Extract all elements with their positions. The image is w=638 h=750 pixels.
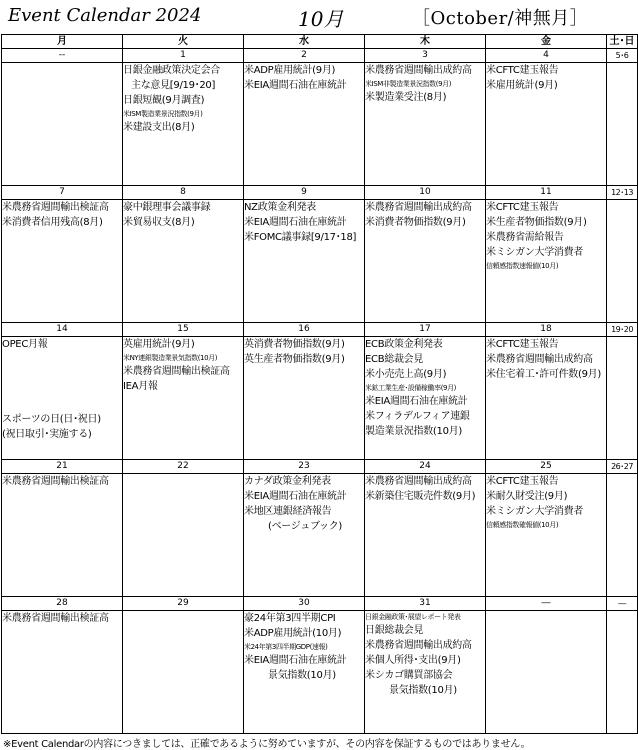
event-item: ECB政策金利発表 [365,339,443,350]
day-cell [2,337,123,460]
event-item: 米24年第3四半期GDP(速報) [244,643,328,651]
dow-tue: 火 [123,35,244,49]
date-number: 8 [123,186,244,200]
event-item: 米ミシガン大学消費者 [486,247,583,258]
day-cell [2,63,123,186]
event-item: 製造業景況指数(10月) [365,426,462,437]
event-item: カナダ政策金利発表 [244,476,331,487]
date-number: 10 [365,186,486,200]
event-item: 米小売売上高(9月) [365,369,447,380]
day-cell [123,474,244,597]
date-number: 9 [244,186,365,200]
event-item: (ベージュブック) [268,521,343,532]
date-number: 28 [2,597,123,611]
week-events-row [2,611,638,734]
event-item: IEA月報 [123,381,158,392]
event-item: 米農務省週間輸出成約高 [365,65,472,76]
date-number: 14 [2,323,123,337]
week-date-row [2,597,638,611]
day-cell [365,200,486,323]
event-item: 英生産者物価指数(9月) [244,354,345,365]
event-item: 景気指数(10月) [268,670,336,681]
dow-weekend: 土･日 [607,35,638,49]
day-cell [486,474,607,597]
event-item: 日銀金融政策･展望レポート発表 [365,613,461,621]
date-number: 15 [123,323,244,337]
day-cell [365,611,486,734]
event-item: 米地区連銀経済報告 [244,506,332,517]
dow-mon: 月 [2,35,123,49]
event-item: スポーツの日(日･祝日) [2,414,101,425]
date-number: -- [2,49,123,63]
week-date-row [2,460,638,474]
date-number: 29 [123,597,244,611]
event-item: 米農務省週間輸出成約高 [365,476,472,487]
day-cell [244,337,365,460]
event-item: 日銀金融政策決定会合 [123,65,220,76]
event-item: 米CFTC建玉報告 [486,65,559,76]
day-cell [244,200,365,323]
day-cell [123,337,244,460]
day-of-week-row [2,35,638,49]
event-item: 米シカゴ購買部協会 [365,670,453,681]
week-date-row [2,186,638,200]
event-item: NZ政策金利発表 [244,202,316,213]
event-item: 米EIA週間石油在庫統計 [244,491,347,502]
day-cell [365,337,486,460]
event-item: 米CFTC建玉報告 [486,202,559,213]
disclaimer-footer: ※Event Calendarの内容につきましては、正確であるように努めていますが、その内容を保証するものではありません。 [3,739,531,750]
event-item: 米ISM非製造業景況指数(9月) [365,80,452,88]
day-cell [486,337,607,460]
event-item: 米FOMC議事録[9/17･18] [244,232,357,243]
week-events-row [2,200,638,323]
day-cell [607,474,638,597]
day-cell [123,611,244,734]
date-number: ― [607,597,638,611]
calendar-title: Event Calendar 2024 [8,5,202,26]
event-item: 米消費者信用残高(8月) [2,217,103,228]
date-number: 4 [486,49,607,63]
event-item: 米個人所得･支出(9月) [365,655,461,666]
day-cell [123,63,244,186]
event-item: 豪24年第3四半期CPI [244,613,336,624]
event-item: 米農務省週間輸出検証高 [123,366,230,377]
date-number: 25 [486,460,607,474]
dow-wed: 水 [244,35,365,49]
day-cell [365,63,486,186]
date-number: 24 [365,460,486,474]
event-item: 米農務省需給報告 [486,232,564,243]
day-cell [244,63,365,186]
day-cell [244,474,365,597]
date-number: 21 [2,460,123,474]
date-number: 16 [244,323,365,337]
dow-fri: 金 [486,35,607,49]
event-item: 米フィラデルフィア連銀 [365,411,470,422]
week-date-row [2,49,638,63]
spacer [2,352,122,412]
date-number: 30 [244,597,365,611]
event-item: 米農務省週間輸出検証高 [2,613,109,624]
day-cell [607,200,638,323]
date-number: 1 [123,49,244,63]
day-cell [607,611,638,734]
event-item: 米CFTC建玉報告 [486,476,559,487]
calendar-table [1,34,638,734]
event-item: 米EIA週間石油在庫統計 [365,396,468,407]
date-number: ― [486,597,607,611]
calendar-header [0,0,638,34]
week-events-row [2,474,638,597]
date-number: 23 [244,460,365,474]
event-item: 米ADP雇用統計(9月) [244,65,336,76]
day-cell [486,611,607,734]
day-cell [486,63,607,186]
date-number: 5･6 [607,49,638,63]
event-item: 米耐久財受注(9月) [486,491,568,502]
day-cell [607,337,638,460]
event-item: 英消費者物価指数(9月) [244,339,345,350]
event-item: 米建設支出(8月) [123,122,195,133]
date-number: 26･27 [607,460,638,474]
event-item: 米NY連銀製造業景気指数(10月) [123,354,218,362]
date-number: 12･13 [607,186,638,200]
date-number: 18 [486,323,607,337]
day-cell [2,200,123,323]
day-cell [365,474,486,597]
event-item: 米農務省週間輸出成約高 [486,354,593,365]
event-item: 米雇用統計(9月) [486,80,558,91]
date-number: 31 [365,597,486,611]
week-events-row [2,63,638,186]
day-cell [244,611,365,734]
event-item: 信頼感指数速報値(10月) [486,262,559,270]
date-number: 3 [365,49,486,63]
event-item: 米農務省週間輸出検証高 [2,202,109,213]
day-cell [2,611,123,734]
day-cell [607,63,638,186]
event-item: 米ミシガン大学消費者 [486,506,583,517]
event-item: 英雇用統計(9月) [123,339,195,350]
date-number: 7 [2,186,123,200]
event-item: 景気指数(10月) [389,685,457,696]
date-number: 19･20 [607,323,638,337]
event-item: 米生産者物価指数(9月) [486,217,587,228]
dow-thu: 木 [365,35,486,49]
event-item: 米EIA週間石油在庫統計 [244,80,347,91]
date-number: 17 [365,323,486,337]
event-item: 主な意見[9/19･20] [131,80,216,91]
event-item: (祝日取引･実施する) [2,429,92,440]
week-date-row [2,323,638,337]
event-item: 米農務省週間輸出検証高 [2,476,109,487]
event-item: 米CFTC建玉報告 [486,339,559,350]
event-item: 米製造業受注(8月) [365,92,447,103]
event-item: ECB総裁会見 [365,354,424,365]
event-item: 米新築住宅販売件数(9月) [365,491,476,502]
event-item: 日銀短観(9月調査) [123,95,205,106]
event-item: 信頼感指数確報値(10月) [486,521,559,529]
event-item: 米住宅着工･許可件数(9月) [486,369,601,380]
event-item: 米貿易収支(8月) [123,217,195,228]
event-item: 日銀総裁会見 [365,625,424,636]
date-number: 11 [486,186,607,200]
event-item: 米ISM製造業景況指数(9月) [123,110,203,118]
month-name-label: ［October/神無月］ [412,8,589,29]
month-label: 10月 [298,7,344,31]
event-item: 米ADP雇用統計(10月) [244,628,342,639]
event-item: 米農務省週間輸出成約高 [365,202,472,213]
date-number: 22 [123,460,244,474]
event-item: 米EIA週間石油在庫統計 [244,217,347,228]
event-item: 豪中銀理事会議事録 [123,202,211,213]
week-events-row [2,337,638,460]
event-item: 米消費者物価指数(9月) [365,217,466,228]
event-item: OPEC月報 [2,339,48,350]
event-item: 米鉱工業生産･設備稼働率(9月) [365,384,457,392]
event-item: 米EIA週間石油在庫統計 [244,655,347,666]
day-cell [2,474,123,597]
day-cell [486,200,607,323]
day-cell [123,200,244,323]
date-number: 2 [244,49,365,63]
event-item: 米農務省週間輸出成約高 [365,640,472,651]
